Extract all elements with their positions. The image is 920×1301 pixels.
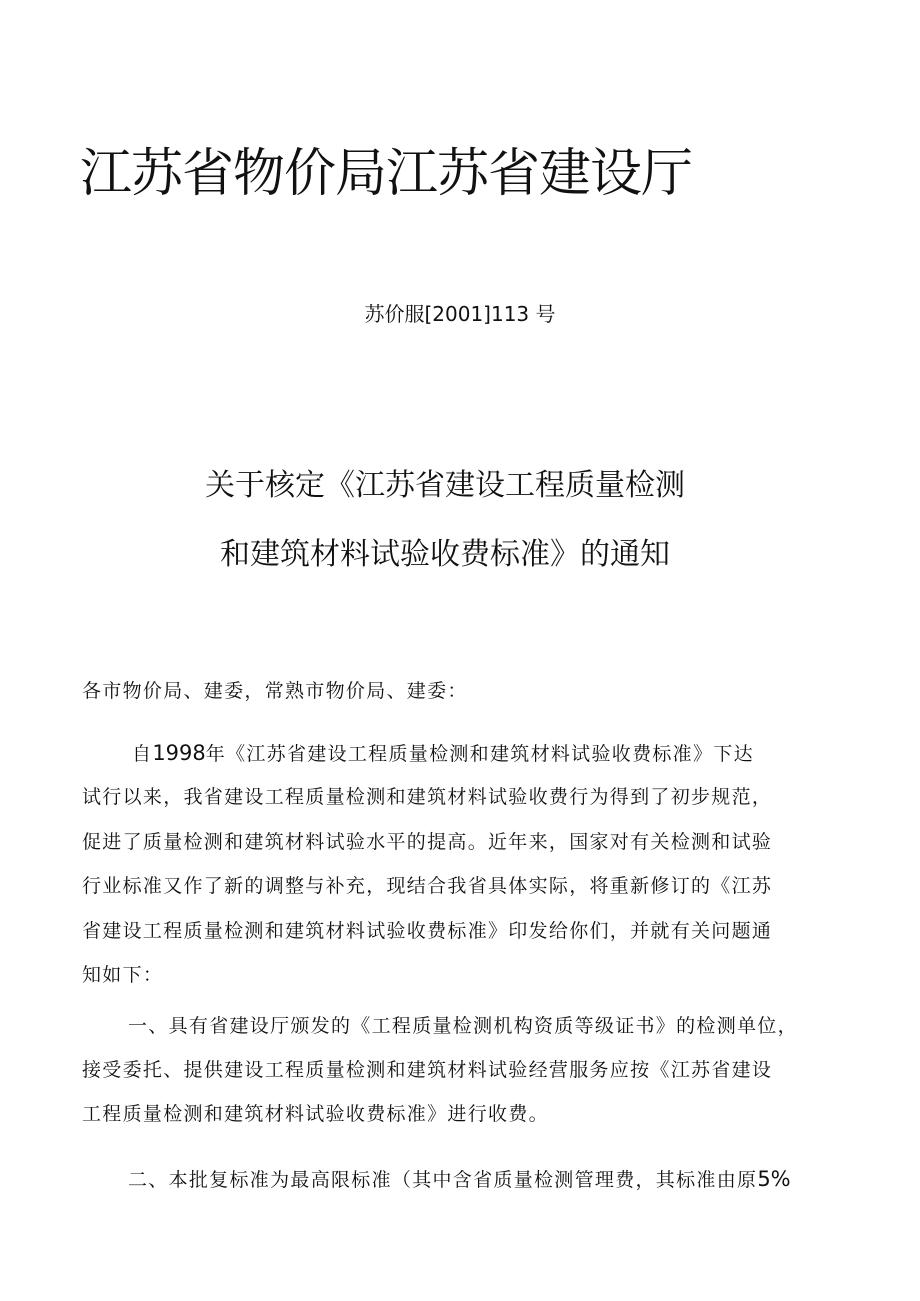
paragraph-3-line-1 [128, 1164, 888, 1195]
paragraph-1-line-1-rest: 年《江苏省建设工程质量检测和建筑材料试验收费标准》下达 [205, 743, 754, 765]
salutation: 各市物价局、建委，常熟市物价局、建委： [82, 680, 468, 702]
paragraph-1-prefix: 自 [132, 743, 153, 765]
paragraph-2-line-2: 接受委托、提供建设工程质量检测和建筑材料试验经营服务应按《江苏省建设 [82, 1059, 773, 1081]
paragraph-1-line-3: 促进了质量检测和建筑材料试验水平的提高。近年来，国家对有关检测和试验 [82, 831, 773, 853]
title-line-1: 关于核定《江苏省建设工程质量检测 [205, 468, 685, 503]
title-line-2: 和建筑材料试验收费标准》的通知 [220, 537, 670, 572]
paragraph-1-line-1 [132, 738, 892, 769]
paragraph-1-line-2: 试行以来，我省建设工程质量检测和建筑材料试验收费行为得到了初步规范， [82, 786, 773, 808]
paragraph-1-year: 1998 [152, 741, 206, 765]
paragraph-3-percent: 5% [757, 1167, 791, 1191]
paragraph-2-line-3: 工程质量检测和建筑材料试验收费标准》进行收费。 [82, 1103, 549, 1125]
paragraph-1-line-6: 知如下： [82, 964, 164, 986]
document-number: 苏价服[2001]113 号 [364, 302, 556, 326]
issuer-heading: 江苏省物价局江苏省建设厅 [80, 144, 693, 204]
paragraph-3-text: 二、本批复标准为最高限标准（其中含省质量检测管理费，其标准由原 [128, 1169, 758, 1191]
paragraph-1-line-5: 省建设工程质量检测和建筑材料试验收费标准》印发给你们，并就有关问题通 [82, 920, 773, 942]
paragraph-2-line-1: 一、具有省建设厅颁发的《工程质量检测机构资质等级证书》的检测单位， [128, 1015, 798, 1037]
paragraph-1-line-4: 行业标准又作了新的调整与补充，现结合我省具体实际，将重新修订的《江苏 [82, 875, 773, 897]
